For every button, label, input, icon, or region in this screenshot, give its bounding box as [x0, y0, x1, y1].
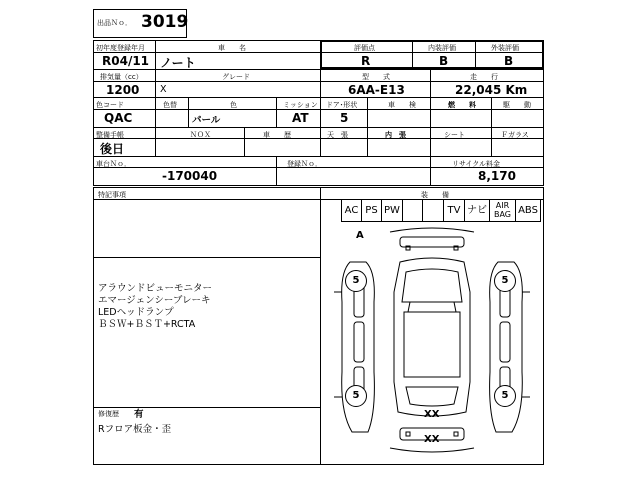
damage-mark: XX — [424, 434, 440, 445]
interior-score-value: B — [439, 54, 449, 68]
notes-line: LEDヘッドランプ — [98, 307, 174, 318]
inspection-label: 車 検 — [388, 101, 416, 109]
model-name-value: ノート — [160, 56, 196, 70]
tire-mark-front-left: 5 — [345, 270, 367, 292]
model-code-label: 型 式 — [362, 73, 390, 81]
grade-value: X — [160, 84, 167, 95]
chassis-label: 車台Ｎｏ． — [96, 160, 131, 168]
equipment-item-blank — [422, 199, 444, 222]
lot-number-label: 出品Ｎｏ． — [97, 19, 132, 27]
equipment-item-pw: PW — [381, 199, 403, 222]
chassis-value: -170040 — [162, 169, 218, 183]
car-damage-diagram — [320, 222, 544, 465]
manual-value: 後日 — [100, 142, 125, 156]
exterior-score-label: 外装評価 — [491, 44, 519, 52]
displacement-value: 1200 — [106, 83, 140, 97]
front-mark: A — [356, 230, 364, 241]
equipment-item-ac: AC — [341, 199, 362, 222]
mileage-label: 走 行 — [470, 73, 498, 81]
equipment-item-airbag: AIR BAG — [489, 199, 516, 222]
color-code-value: QAC — [104, 111, 133, 125]
manual-label: 整備手帳 — [96, 131, 124, 139]
first-reg-label: 初年度登録年月 — [96, 44, 145, 52]
doors-label: ドア･形状 — [326, 101, 358, 109]
recycle-value: 8,170 — [478, 169, 516, 183]
repair-detail: Rフロア板金・歪 — [98, 424, 172, 435]
notes-label: 特記事項 — [98, 191, 126, 199]
mileage-value: 22,045 Km — [455, 83, 528, 97]
tire-mark-rear-left: 5 — [345, 385, 367, 407]
history-label: 車 歴 — [263, 131, 291, 139]
lot-number: 3019 — [141, 12, 189, 32]
equipment-item-navi: ナビ — [464, 199, 490, 222]
score-label: 評価点 — [354, 44, 375, 52]
model-name-label: 車 名 — [218, 44, 246, 52]
first-reg-value: R04/11 — [102, 54, 150, 68]
nox-label: ＮＯＸ — [190, 131, 211, 139]
tire-mark-front-right: 5 — [494, 270, 516, 292]
color-tone-label: 色替 — [163, 101, 177, 109]
repair-label: 修復歴 — [98, 410, 119, 418]
interior-score-label: 内装評価 — [428, 44, 456, 52]
mission-value: AT — [292, 111, 309, 125]
interior-label: 内 張 — [385, 131, 406, 139]
damage-mark: XX — [424, 409, 440, 420]
mission-label: ミッション — [283, 101, 318, 109]
grade-label: グレード — [222, 73, 250, 81]
color-value: パール — [192, 115, 221, 126]
equipment-label: 装 備 — [421, 191, 449, 199]
tire-mark-rear-right: 5 — [494, 385, 516, 407]
equipment-item-tv: TV — [443, 199, 465, 222]
model-code-value: 6AA-E13 — [348, 83, 405, 97]
color-label: 色 — [230, 101, 237, 109]
equipment-item-ps: PS — [361, 199, 382, 222]
notes-line: アラウンドビューモニター — [98, 283, 213, 294]
doors-value: 5 — [340, 111, 349, 125]
color-code-label: 色コード — [96, 101, 124, 109]
notes-line: エマージェンシーブレーキ — [98, 295, 211, 306]
drive-label: 駆 動 — [503, 101, 531, 109]
sunroof-label: 天 張 — [327, 131, 348, 139]
exterior-score-value: B — [504, 54, 514, 68]
equipment-item-blank — [402, 199, 423, 222]
fuel-label: 燃 料 — [448, 101, 476, 109]
equipment-item-abs: ABS — [515, 199, 541, 222]
notes-line: ＢＳＷ+ＢＳＴ+RCTA — [98, 319, 196, 330]
reg-no-label: 登録Ｎｏ． — [287, 160, 322, 168]
seat-label: シート — [444, 131, 465, 139]
repair-value: 有 — [134, 409, 144, 420]
displacement-label: 排気量（cc） — [100, 73, 143, 81]
score-value: R — [361, 54, 371, 68]
recycle-label: リサイクル料金 — [452, 160, 501, 168]
glass-label: Ｆガラス — [501, 131, 529, 139]
